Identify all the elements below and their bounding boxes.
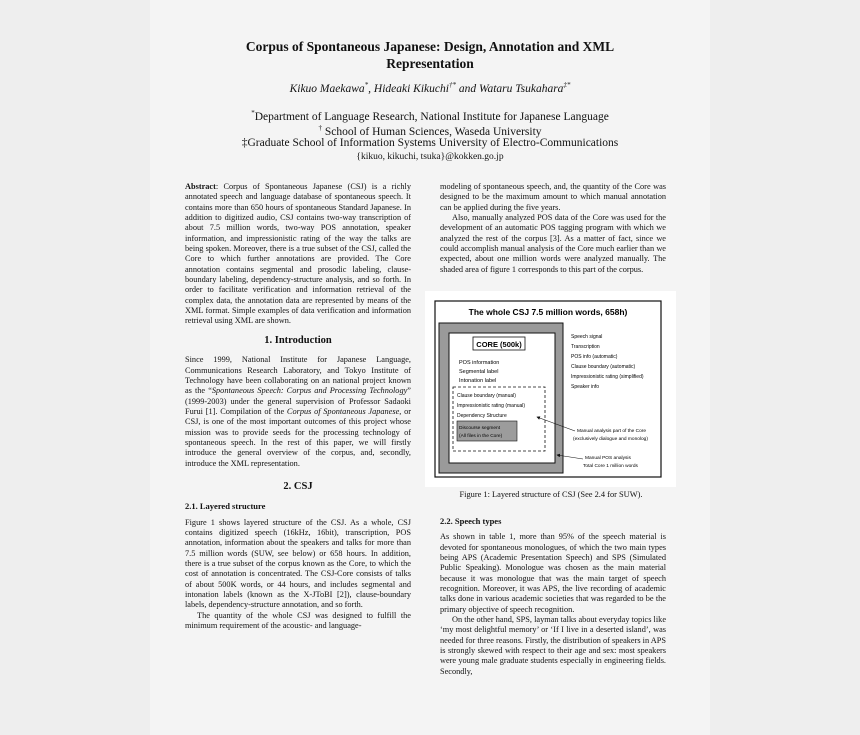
author-mark: †* (448, 81, 456, 89)
body-paragraph: On the other hand, SPS, layman talks about everyday topics like ‘my most delightful memory’ or ‘If I live in a deserted island’, was needed for three reasons. Firstly, the distribution of speakers in APS is strongly skewed with respect to their age and sex: most speakers were young male graduate students especially in engineering fields. Secondly, (440, 615, 666, 676)
section-heading: 1. Introduction (264, 334, 332, 346)
affiliation-mark: † (318, 124, 322, 132)
title-line-2: Representation (386, 56, 474, 71)
figure-caption: Figure 1: Layered structure of CSJ (See 2.4 for SUW). (459, 490, 643, 499)
right-list-item: Speech signal (571, 334, 603, 340)
text-run: Since 1999, National Institute for Japanese Language, Communications Research Laboratory, and Tokyo Institute of Technology have been collaborating on an national project known as the “ (185, 355, 411, 396)
annotation-label: Manual analysis part of the Core (577, 429, 647, 434)
author-name: Hideaki Kikuchi (373, 82, 449, 95)
author-mark: ‡* (563, 81, 571, 89)
body-paragraph: Also, manually analyzed POS data of the Core was used for the development of an automatic POS tagging program with which we analyzed the rest of the corpus [3]. As a matter of fact, since we could accomplish manual analysis of the Core much earlier than we expected, about one million words were analyzed manually. The shaded area of figure 1 corresponds to this part of the corpus. (440, 213, 666, 274)
core-item: Intonation label (459, 378, 497, 384)
author-separator: and (455, 82, 479, 95)
annotation-label: Manual POS analysis (585, 456, 631, 461)
title-line-1: Corpus of Spontaneous Japanese: Design, Annotation and XML (245, 39, 615, 54)
affiliation-text: Department of Language Research, National Institute for Japanese Language (254, 110, 609, 123)
affiliation-3 (150, 136, 710, 150)
right-column (440, 182, 666, 275)
author-email: {kikuo, kikuchi, tsuka}@kokken.go.jp (356, 152, 504, 162)
right-list-item: POS info (automatic) (571, 354, 618, 360)
abstract-text: : Corpus of Spontaneous Japanese (CSJ) is a richly annotated speech and language database of spontaneous speech. It contains more than 650 hours of spontaneous Standard Japanese. In addition to digitized audio, CSJ contains two-way transcription of about 7.5 million words, two-way POS annotation, speaker information, and impressionistic rating of the way the talks are being spoken. Moreover, there is a true subset of the CSJ, called the Core to which further annotations are provided. The Core annotation contains segmental and prosodic labeling, clause-boundary labeling, dependency-structure analysis, and so forth. In order to facilitate verification and information retrieval of the complex data, the annotation data are represented by means of the XML format. Simple examples of data verification and information retrieval using XML are shown. (185, 182, 411, 326)
author-separator: , (368, 82, 374, 95)
author-name: Kikuo Maekawa (289, 82, 365, 95)
abstract (185, 182, 411, 327)
affiliation-mark: * (251, 109, 255, 117)
right-list-item: Speaker info (571, 384, 600, 390)
body-paragraph: modeling of spontaneous speech, and, the quantity of the Core was designed to be the maximum amount to which manual annotation can be applied during the five years. (440, 182, 666, 212)
paper-title (150, 38, 710, 72)
body-paragraph: Figure 1 shows layered structure of the CSJ. As a whole, CSJ contains digitized speech (16kHz, 16bit), transcription, POS annotation, information about the speakers and talks for more than 7.5 million words (SUW, see below) or 658 hours. In addition, there is a true subset of the corpus known as the Core, to which the cost of annotation is concentrated. The CSJ-Core consists of talks of about 500K words, or 44 hours, and includes segmental and intonation labels (known as the X-JToBI [2]), clause-boundary labels, dependency-structure annotation, and so forth. (185, 517, 411, 610)
body-paragraph: The quantity of the whole CSJ was designed to fulfill the minimum requirement of the acoustic- and language- (185, 610, 411, 631)
project-title: Spontaneous Speech: Corpus and Processing Technology (211, 386, 408, 396)
core-item: POS information (459, 360, 500, 366)
figure-1 (425, 291, 676, 487)
affiliation-text: Graduate School of Information Systems University of Electro-Communications (247, 137, 619, 149)
paper-page (150, 0, 710, 735)
affiliation-mark: ‡ (241, 137, 248, 149)
text-run: , or CSJ, is one of the most important outcomes of this project whose mission was to provide seeds for the processing technology of spontaneous speech. In the rest of this paper, we will firstly introduce the general overview of the corpus, and, secondly, introduce the XML representation. (185, 406, 411, 468)
abstract-label: Abstract (185, 182, 216, 191)
figure-outer-title: The whole CSJ 7.5 million words, 658h) (468, 307, 628, 317)
affiliation-text: School of Human Sciences, Waseda University (321, 125, 542, 138)
subsection-heading: 2.1. Layered structure (185, 501, 266, 512)
section-heading: 2. CSJ (283, 480, 313, 492)
core-item: Segmental label (459, 369, 499, 375)
intro-paragraph (185, 355, 411, 469)
shaded-label: Discourse segment (459, 426, 501, 431)
shaded-label: (All files in the Core) (459, 434, 503, 439)
annotation-label: Total Core 1 million words (583, 464, 638, 469)
inner-item: Dependency Structure (457, 413, 507, 419)
right-list-item: Transcription (571, 344, 600, 350)
layered-structure-diagram (425, 291, 676, 487)
left-column (185, 182, 411, 631)
inner-item: Clause boundary (manual) (457, 393, 516, 399)
right-list-item: Impressionistic rating (simplified) (571, 374, 644, 380)
corpus-name: Corpus of Spontaneous Japanese (286, 406, 400, 416)
body-paragraph: As shown in table 1, more than 95% of the speech material is devoted for spontaneous monologues, of which the two main types being APS (Academic Presentation Speech) and SPS (Simulated Public Speaking). Monologue was chosen as the main material because it was monologue that was the main target of speech recognition. Moreover, it was APS, the live recording of academic talks done in various academic societies that was regarded to be the primary objective of speech recognition. (440, 532, 666, 614)
right-list-item: Clause boundary (automatic) (571, 364, 636, 370)
author-name: Wataru Tsukahara (478, 82, 564, 95)
inner-item: Impressionistic rating (manual) (457, 403, 526, 409)
text-run: ” (1999-2003) under the general supervision of Professor Sadaoki Furui [1]. Compilation of the (185, 386, 411, 416)
subsection-heading: 2.2. Speech types (440, 516, 502, 526)
author-mark: * (364, 81, 369, 89)
author-list (150, 81, 710, 95)
right-column-lower (440, 516, 666, 677)
core-title: CORE (500k) (476, 340, 522, 349)
annotation-label: (exclusively dialogue and monolog) (573, 437, 648, 442)
